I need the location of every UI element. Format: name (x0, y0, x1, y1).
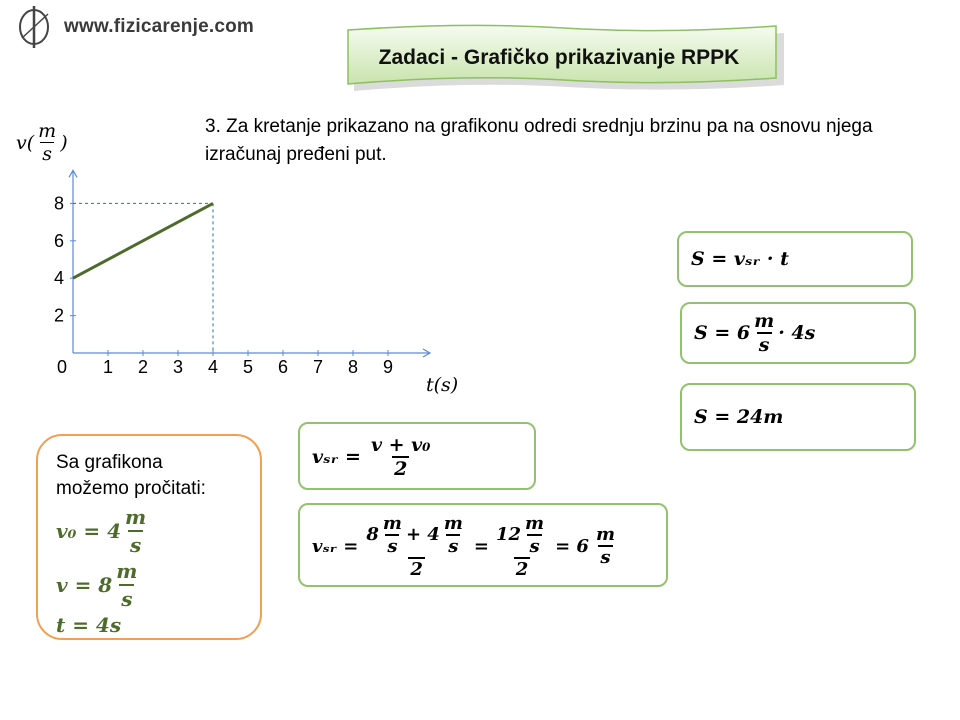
title-banner (344, 22, 784, 94)
site-logo (10, 4, 280, 48)
vsr-calc-res-den: s (600, 547, 611, 568)
x-tick-label: 6 (277, 357, 289, 377)
info-v-den: s (119, 584, 134, 612)
vsr-definition-box (298, 422, 536, 490)
page-title: Zadaci - Grafičko prikazivanje RPPK (378, 46, 740, 69)
vsr-calc-f2-u-num: m (525, 512, 545, 534)
s-result: S = 24m (694, 405, 784, 428)
y-tick-label: 6 (53, 230, 65, 251)
info-v (56, 558, 260, 612)
task-text: 3. Za kretanje prikazano na grafikonu odredi srednju brzinu pa na osnovu njega izračunaj pređeni put. (205, 116, 873, 165)
s-calc-den: s (758, 333, 770, 356)
series-line (73, 203, 213, 278)
vsr-def-lhs: vₛᵣ = (312, 446, 361, 468)
y-axis-label (16, 120, 68, 165)
y-axis-var: v( (16, 131, 35, 154)
vsr-calc-f1-a-num: m (382, 512, 402, 534)
vsr-def-den: 2 (394, 458, 408, 480)
vsr-calc-eq2: = 6 (555, 535, 589, 557)
site-url: www.fizicarenje.com (64, 16, 254, 37)
vsr-calc-eq1: = (473, 535, 489, 557)
y-axis-unit-num: m (38, 120, 57, 142)
info-v-num: m (116, 559, 138, 583)
s-result-box (680, 383, 916, 451)
s-calc-num: m (754, 309, 775, 332)
info-v0-den: s (128, 530, 143, 558)
x-tick-label: 1 (102, 357, 114, 377)
vsr-calc-f1-plus: + 4 (405, 524, 440, 545)
vsr-calc-f1-a-den: s (387, 535, 398, 557)
vsr-calc-f1-den: 2 (410, 558, 423, 580)
chart-svg (10, 115, 480, 405)
s-definition-box (677, 231, 913, 287)
y-axis-unit-den: s (42, 143, 53, 165)
x-tick-label: 4 (207, 357, 219, 377)
s-calculation (694, 304, 815, 361)
vsr-calc-f1-b-num: m (443, 512, 463, 534)
vsr-calculation (312, 509, 619, 583)
x-tick-label: 0 (56, 357, 68, 377)
s-calc-lhs: S = 6 (694, 321, 751, 344)
vsr-calc-lhs: vₛᵣ = (312, 535, 359, 557)
info-v0 (56, 504, 260, 558)
vsr-calc-f2-u-den: s (529, 535, 540, 557)
vsr-def-num: v + v₀ (370, 434, 431, 456)
info-v0-num: m (124, 505, 147, 529)
s-calc-rhs: · 4s (778, 321, 816, 344)
info-line-2: možemo pročitati: (56, 478, 206, 499)
vsr-calc-res-num: m (595, 524, 615, 545)
vsr-calc-f2-den: 2 (515, 558, 529, 580)
x-tick-label: 3 (172, 357, 184, 377)
x-tick-label: 5 (242, 357, 254, 377)
info-box (36, 434, 262, 640)
y-axis-close: ) (60, 131, 68, 154)
s-calculation-box (680, 302, 916, 364)
x-tick-label: 2 (137, 357, 149, 377)
vsr-calc-f2-a: 12 (495, 524, 522, 545)
info-v0-lhs: v₀ = 4 (56, 519, 121, 543)
x-tick-label: 7 (312, 357, 324, 377)
y-tick-label: 8 (53, 193, 65, 214)
x-tick-label: 9 (382, 357, 394, 377)
vsr-definition (312, 428, 435, 486)
vsr-calc-f1-a: 8 (366, 524, 379, 545)
info-v-lhs: v = 8 (56, 573, 113, 597)
velocity-chart (10, 115, 480, 405)
vsr-calc-f1-b-den: s (448, 535, 459, 557)
logo-icon (10, 4, 60, 50)
x-tick-label: 8 (347, 357, 359, 377)
s-definition: S = vₛᵣ · t (691, 247, 789, 270)
info-t: t = 4s (56, 613, 122, 637)
y-tick-label: 4 (53, 268, 65, 289)
x-axis-label: t(s) (426, 374, 459, 396)
y-tick-label: 2 (53, 305, 65, 326)
vsr-calculation-box (298, 503, 668, 587)
info-line-1: Sa grafikona (56, 452, 163, 473)
